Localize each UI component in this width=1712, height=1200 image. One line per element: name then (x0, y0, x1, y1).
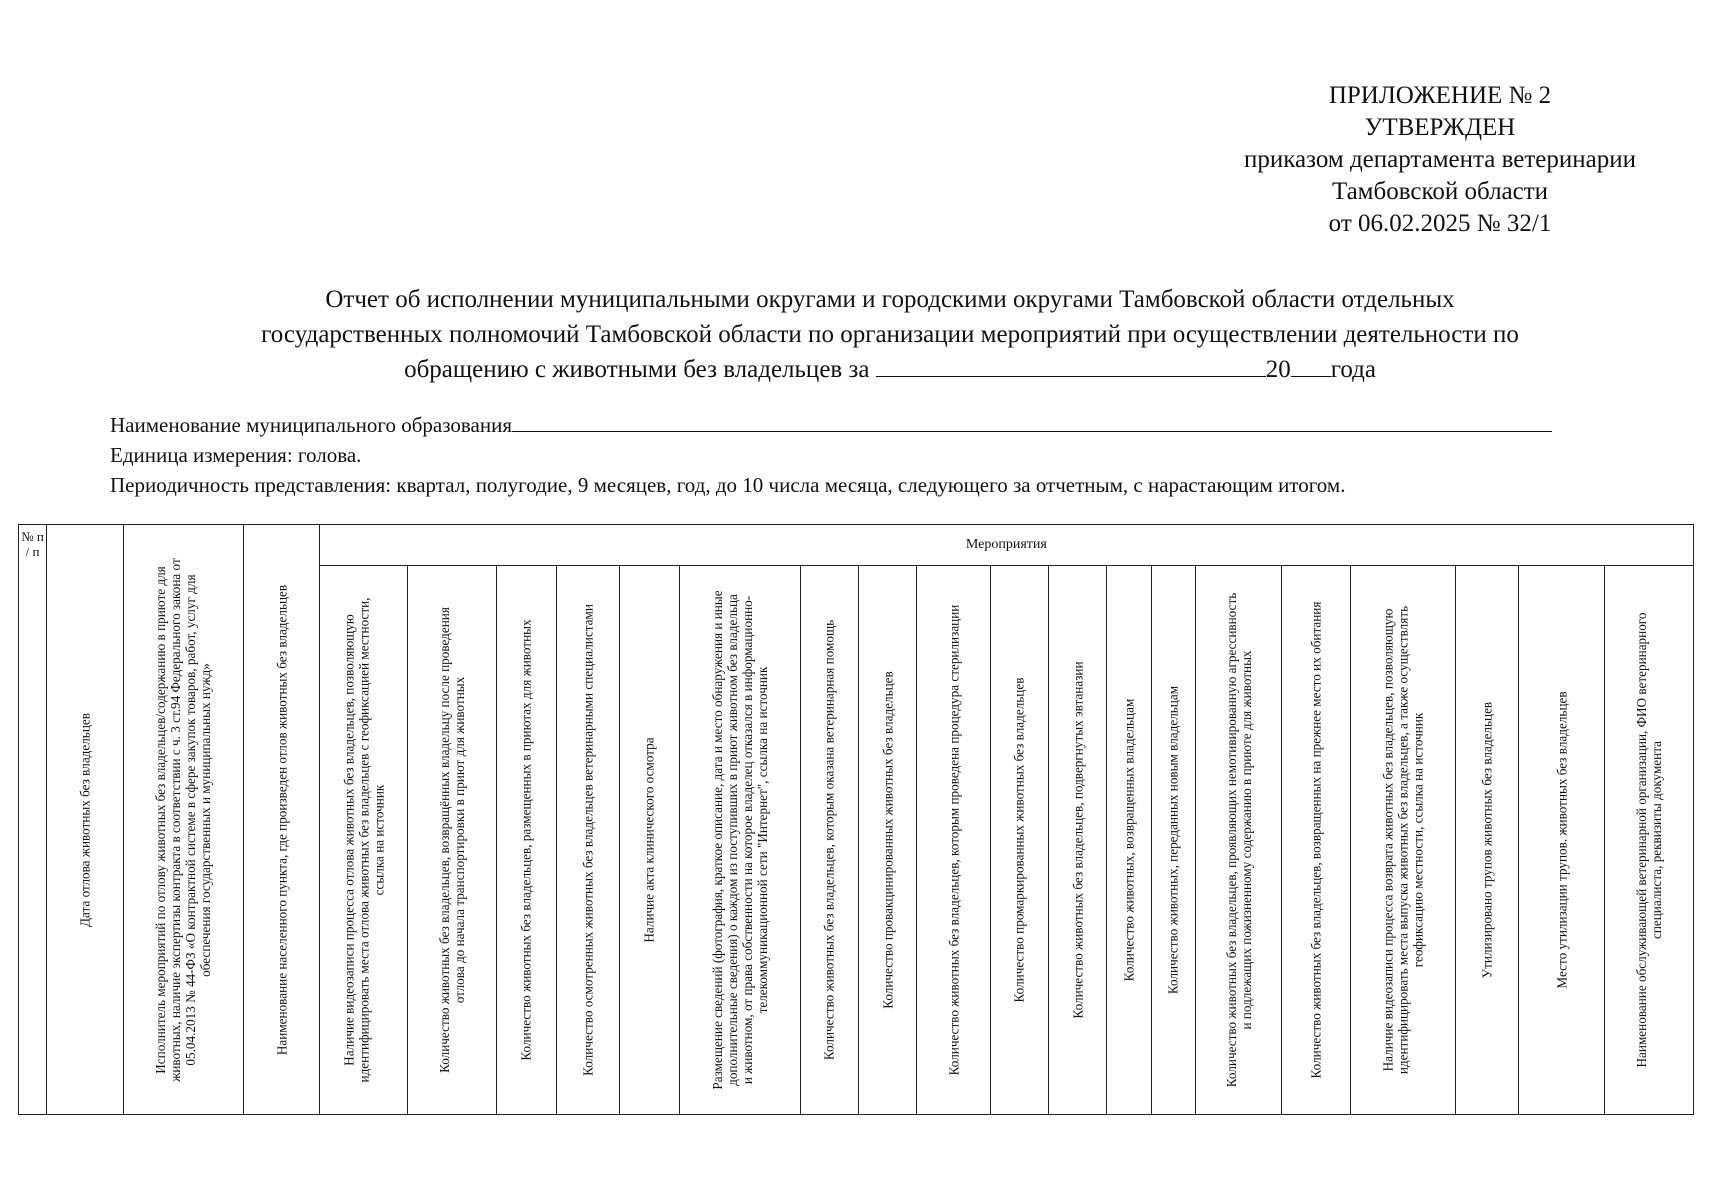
column-label: Количество животных без владельцев, подвергнутых эвтаназии (1070, 661, 1086, 1019)
period-blank[interactable] (876, 352, 1266, 377)
municipality-blank[interactable] (512, 411, 1552, 432)
title-line-3 (140, 352, 1640, 387)
report-meta (110, 410, 1670, 500)
column-label: Количество животных без владельцев, которым оказана ветеринарная помощь (821, 619, 837, 1061)
settlement-header (244, 525, 319, 1115)
title-year-suffix: года (1330, 356, 1376, 383)
column-label: Количество осмотренных животных без владельцев ветеринарными специалистами (580, 604, 596, 1076)
report-title (140, 282, 1640, 387)
column-label: Количество животных без владельцев, проявляющих немотивированную агрессивность и подлежащих пожизненному содержанию в приюте для животных (1223, 592, 1254, 1088)
column-label: Наличие акта клинического осмотра (641, 737, 657, 943)
column-header (1456, 566, 1518, 1115)
title-line-1: Отчет об исполнении муниципальными округами и городскими округами Тамбовской области отдельных (325, 286, 1455, 313)
catch-date-label: Дата отлова животных без владельцев (77, 713, 93, 927)
column-header (679, 566, 800, 1115)
municipality-label: Наименование муниципального образования (110, 413, 512, 437)
order-date-number: от 06.02.2025 № 32/1 (1328, 210, 1552, 237)
column-label: Количество животных без владельцев, которым проведена процедура стерилизации (946, 604, 961, 1076)
column-header (319, 566, 408, 1115)
column-label: Количество промаркированных животных без владельцев (1011, 677, 1027, 1003)
column-header (800, 566, 858, 1115)
column-label: Количество провакцинированных животных без владельцев (880, 671, 896, 1009)
column-label: Количество животных без владельцев, возвращенных на прежнее место их обитания (1308, 601, 1324, 1079)
year-blank[interactable] (1291, 352, 1331, 377)
column-header (557, 566, 619, 1115)
executor-header (123, 525, 244, 1115)
title-period-prefix: обращению с животными без владельцев за (404, 356, 870, 383)
executor-label: Исполнитель мероприятий по отлову животных без владельцев/содержанию в приюте для животных, наличие экспертизы контракта в соответствии с ч. 3 ст.94 Федерального закона от 05.04.2013 № 44-ФЗ «О контрактной системе в сфере закупок товаров, работ, услуг для обеспечения государственных и муниципальных нужд» (153, 558, 214, 1082)
column-header (1151, 566, 1195, 1115)
column-header (408, 566, 497, 1115)
column-header (917, 566, 990, 1115)
settlement-label: Наименование населенного пункта, где произведен отлов животных без владельцев (274, 584, 290, 1056)
column-header (619, 566, 679, 1115)
municipality-row (110, 410, 1670, 440)
order-region: Тамбовской области (1331, 178, 1549, 205)
column-label: Утилизировано трупов животных без владельцев (1479, 701, 1495, 979)
unit-row: Единица измерения: голова. (110, 443, 362, 467)
row-number-header: № п / п (19, 525, 47, 1115)
order-issuer: приказом департамента ветеринарии (1244, 146, 1636, 173)
periodicity-row: Периодичность представления: квартал, полугодие, 9 месяцев, год, до 10 числа месяца, следующего за отчетным, с нарастающим итогом. (110, 473, 1346, 497)
appendix-number: ПРИЛОЖЕНИЕ № 2 (1328, 82, 1552, 109)
activities-group-header: Мероприятия (319, 525, 1693, 566)
column-header (496, 566, 556, 1115)
column-header (1049, 566, 1107, 1115)
column-header (1518, 566, 1605, 1115)
column-label: Количество животных без владельцев, размещенных в приютах для животных (518, 619, 534, 1061)
column-header (858, 566, 916, 1115)
column-label: Наличие видеозаписи процесса возврата животных без владельцев, позволяющую идентифицировать места выпуска животных без владельцев, а также осуществлять геофиксацию местности, ссылка на источник (1380, 605, 1426, 1075)
column-header (1282, 566, 1350, 1115)
year-prefix: 20 (1265, 356, 1291, 383)
column-label: Количество животных, возвращенных владельцам (1121, 698, 1137, 982)
column-label: Размещение сведений (фотография, краткое описание, дата и место обнаружения и иные дополнительные сведения) о каждом из поступивших в приют животном без владельца и животном, от права собственности на которое владелец отказался в информационно-телекоммуникационной сети "Интернет", ссылка на источник (709, 590, 770, 1090)
approval-block (1180, 80, 1700, 240)
report-table (18, 524, 1694, 1115)
column-header (1195, 566, 1282, 1115)
column-label: Место утилизации трупов. животных без владельцев (1554, 691, 1570, 989)
column-label: Количество животных, переданных новым владельцам (1165, 685, 1181, 995)
column-header (990, 566, 1048, 1115)
title-line-2: государственных полномочий Тамбовской области по организации мероприятий при осуществлении деятельности по (261, 321, 1519, 348)
column-label: Наличие видеозаписи процесса отлова животных без владельцев, позволяющую идентифицировать места отлова животных без владельцев с геофиксацией местности, ссылка на источник (341, 597, 387, 1083)
column-label: Количество животных без владельцев, возвращённых владельцу после проведения отлова до начала транспортировки в приют для животных (437, 607, 468, 1073)
column-header (1350, 566, 1456, 1115)
approved-label: УТВЕРЖДЕН (1364, 114, 1516, 141)
catch-date-header (47, 525, 123, 1115)
column-header (1107, 566, 1151, 1115)
column-label: Наименование обслуживающей ветеринарной организации, ФИО ветеринарного специалиста, реквизиты документа (1634, 612, 1665, 1068)
column-header (1605, 566, 1694, 1115)
